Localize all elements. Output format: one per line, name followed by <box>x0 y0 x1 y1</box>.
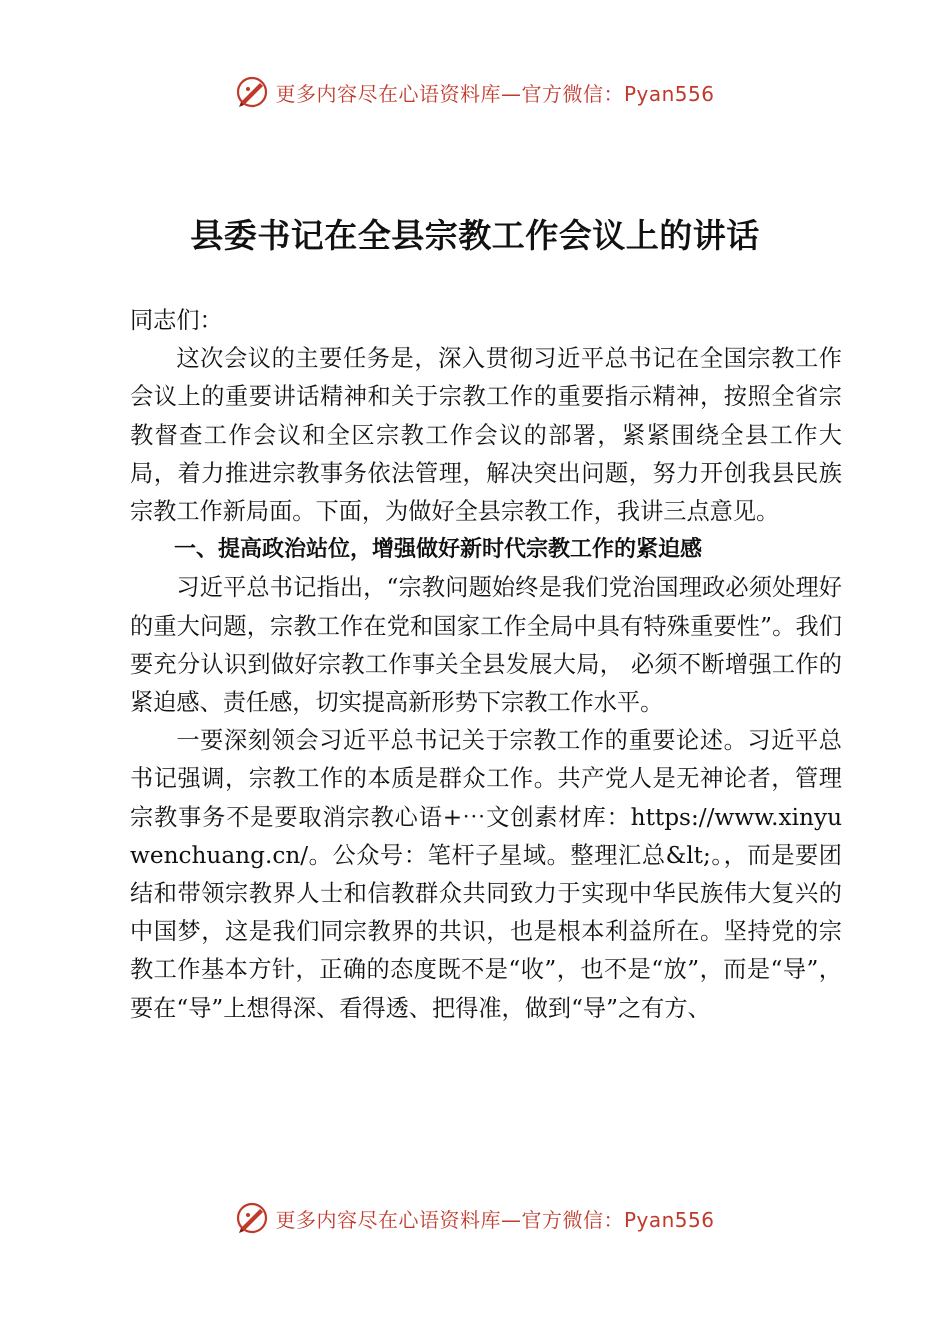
section-heading: 一、提高政治站位，增强做好新时代宗教工作的紧迫感 <box>174 537 703 563</box>
watermark-text: 更多内容尽在心语资料库—官方微信：Pyan556 <box>275 81 715 106</box>
paragraph: 一要深刻领会习近平总书记关于宗教工作的重要论述。习近平总书记强调，宗教工作的本质是群众工作。共产党人是无神论者，管理宗教事务不是要取消宗教心语+⋯文创素材库：https://www.xinyuwenchuang.cn/。公众号：笔杆子星域。整理汇总&lt;。，而是要团结和带领宗教界人士和信教群众共同致力于实现中华民族伟大复兴的中国梦，这是我们同宗教界的共识，也是根本利益所在。坚持党的宗教工作基本方针，正确的态度既不是“收”，也不是“放”，而是“导”，要在“导”上想得深、看得透、把得准，做到“导”之有方、 <box>130 727 842 1022</box>
salutation: 同志们： <box>130 307 223 334</box>
watermark-text: 更多内容尽在心语资料库—官方微信：Pyan556 <box>275 1207 715 1232</box>
watermark-banner-top <box>0 72 950 112</box>
paragraph: 习近平总书记指出，“宗教问题始终是我们党治国理政必须处理好的重大问题，宗教工作在党和国家工作全局中具有特殊重要性”。我们要充分认识到做好宗教工作事关全县发展大局， 必须不断增强工作的紧迫感、责任感，切实提高新形势下宗教工作水平。 <box>130 574 842 717</box>
paragraph: 这次会议的主要任务是，深入贯彻习近平总书记在全国宗教工作会议上的重要讲话精神和关于宗教工作的重要指示精神，按照全省宗教督查工作会议和全区宗教工作会议的部署，紧紧围绕全县工作大局，着力推进宗教事务依法管理，解决突出问题，努力开创我县民族宗教工作新局面。下面，为做好全县宗教工作，我讲三点意见。 <box>130 345 842 526</box>
pen-logo-icon <box>235 1201 269 1235</box>
pen-logo-icon <box>235 75 269 109</box>
watermark-banner-bottom <box>0 1198 950 1238</box>
document-title: 县委书记在全县宗教工作会议上的讲话 <box>190 216 760 255</box>
document-body <box>130 302 842 1028</box>
